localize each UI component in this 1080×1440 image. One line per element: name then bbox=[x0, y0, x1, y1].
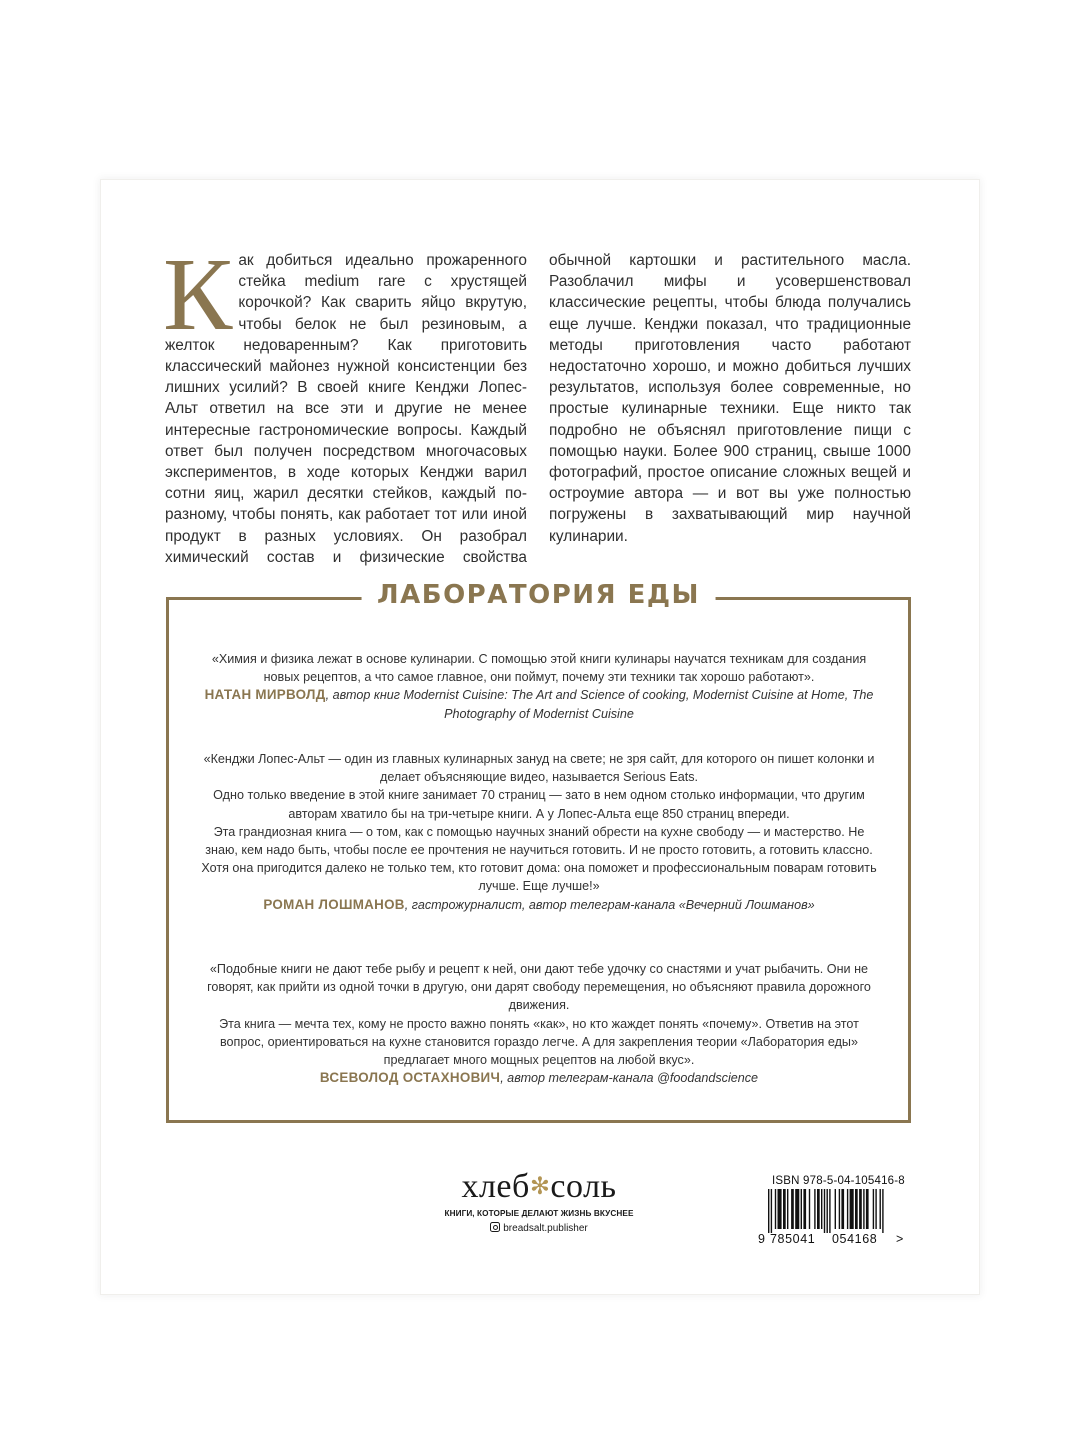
quote-author-desc: , автор книг Modernist Cuisine: The Art and Science of cooking, Modernist Cuisine at Home, The Photography of Modernist Cuisine bbox=[325, 688, 874, 721]
logo-word-left: хлеб bbox=[461, 1168, 530, 1205]
quote-text: «Химия и физика лежат в основе кулинарии. С помощью этой книги кулинары научатся техникам для создания новых рецептов, а что самое главное, они поймут, почему эти техники так хорошо работают». bbox=[211, 652, 867, 685]
publisher-instagram bbox=[444, 1222, 634, 1234]
barcode-bar bbox=[829, 1189, 830, 1233]
quote-text: Эта книга — мечта тех, кому не просто важно понять «как», но кто жаждет понять «почему». Ответив на этот вопрос, ориентироваться на кухне становится гораздо легче. А для закрепления теории «Лаборатория еды» предлагает много мощных рецептов на любой вкус». bbox=[219, 1016, 859, 1068]
intro-paragraph: ак добиться идеально прожаренного стейка medium rare с хрустящей корочкой? Как сварить яйцо вкрутую, чтобы белок не был резиновым, а желток недоваренным? Как приготовить классический майонез нужной консистенции без лишних усилий? В своей книге Кенджи Лопес-Альт ответил на все эти и другие не менее интересные гастрономические вопросы. Каждый ответ был получен посредством многочасовых экспериментов, в ходе которых Кенджи варил сотни яиц, жарил десятки стейков, каждый по-разному, чтобы понять, как работает тот или иной продукт в разных условиях. Он разобрал химический состав и физические свойства обычной картошки и растительного масла. Разоблачил мифы и усовершенствовал классические рецепты, чтобы блюда получались еще лучше. Кенджи показал, что традиционные методы приготовления часто работают недостаточно хорошо, и можно добиться лучших результатов, используя более современные, но простые кулинарные техники. Еще никто так подробно не объяснял приготовление пищи с помощью науки. Более 900 страниц, свыше 1000 фотографий, простое описание сложных вещей и остроумие автора — и вот вы уже полностью погружены в захватывающий мир научной кулинарии. bbox=[165, 252, 911, 566]
barcode-left-digits: 785041 bbox=[770, 1232, 816, 1245]
barcode-block bbox=[756, 1175, 906, 1245]
quote-author-desc: , автор телеграм-канала @foodandscience bbox=[500, 1071, 759, 1086]
barcode-bar bbox=[791, 1189, 794, 1229]
barcode-bar bbox=[839, 1189, 840, 1229]
barcode-bar bbox=[783, 1189, 786, 1229]
publisher-tagline: КНИГИ, КОТОРЫЕ ДЕЛАЮТ ЖИЗНЬ ВКУСНЕЕ bbox=[444, 1209, 634, 1218]
barcode-bar bbox=[803, 1189, 806, 1229]
barcode-bar bbox=[821, 1189, 822, 1229]
barcode-bar bbox=[809, 1189, 810, 1229]
barcode-bar bbox=[801, 1189, 802, 1229]
intro-text bbox=[163, 237, 911, 568]
barcode-bar bbox=[814, 1189, 815, 1229]
barcode-bar bbox=[768, 1189, 769, 1233]
barcode-bar bbox=[880, 1189, 881, 1229]
quote-text: Одно только введение в этой книге занимает 70 страниц — зато в нем одном столько информации, что другим авторам хватило бы на три-четыре книги. А у Лопес-Альта еще 850 страниц впереди. bbox=[213, 788, 865, 821]
quote-text: Эта грандиозная книга — о том, как с помощью научных знаний обрести на кухне свободу — и мастерство. Не знаю, кем надо быть, чтобы после ее прочтения не научиться готовить. И не просто готовить, а готовить классно. bbox=[205, 824, 873, 858]
barcode-bar bbox=[841, 1189, 844, 1229]
barcode-bar bbox=[778, 1189, 782, 1229]
instagram-handle: breadsalt.publisher bbox=[503, 1223, 588, 1234]
barcode-bar bbox=[795, 1189, 799, 1229]
quote-text: Хотя она пригодится далеко не только тем, кто готовит дома: она поможет и профессиональным поварам готовить лучше. Еще лучше!» bbox=[201, 861, 877, 894]
barcode bbox=[756, 1189, 906, 1245]
barcode-bar bbox=[850, 1189, 854, 1229]
book-back-cover bbox=[101, 180, 979, 1294]
barcode-bar bbox=[866, 1189, 869, 1229]
barcode-bar bbox=[863, 1189, 864, 1229]
barcode-bar bbox=[835, 1189, 836, 1229]
quote-author-desc: , гастрожурналист, автор телеграм-канала «Вечерний Лошманов» bbox=[404, 897, 815, 912]
publisher-block bbox=[444, 1167, 634, 1234]
review-quote bbox=[199, 750, 879, 914]
barcode-bar bbox=[771, 1189, 772, 1233]
barcode-bar bbox=[827, 1189, 828, 1233]
barcode-bar bbox=[775, 1189, 776, 1229]
quote-text: «Кенджи Лопес-Альт — один из главных кулинарных зануд на свете; не зря сайт, для которого он пишет колонки и делает объясняющие видео, называется Serious Eats. bbox=[203, 752, 875, 785]
quote-author: РОМАН ЛОШМАНОВ bbox=[263, 896, 405, 912]
review-quote bbox=[199, 650, 879, 723]
barcode-bar bbox=[882, 1189, 883, 1233]
drop-cap: К bbox=[163, 237, 233, 352]
publisher-logo bbox=[444, 1167, 634, 1207]
review-quote bbox=[199, 960, 879, 1087]
barcode-bar bbox=[873, 1189, 874, 1229]
barcode-bar bbox=[824, 1189, 825, 1233]
quote-author: НАТАН МИРВОЛД bbox=[204, 687, 326, 703]
reviews-title: ЛАБОРАТОРИЯ ЕДЫ bbox=[361, 580, 716, 610]
instagram-icon bbox=[490, 1222, 500, 1232]
barcode-marker: > bbox=[896, 1232, 904, 1245]
barcode-bar bbox=[855, 1189, 858, 1229]
reviews-frame bbox=[166, 580, 911, 1123]
flower-icon: ✻ bbox=[529, 1174, 551, 1200]
quote-text: «Подобные книги не дают тебе рыбу и рецепт к ней, они дают тебе удочку со снастями и учат рыбачить. Они не говорят, как прийти из одной точки в другую, они дарят свободу перемещения, но объясняют правила дорожного движения. bbox=[207, 962, 871, 1013]
isbn-label: ISBN 978-5-04-105416-8 bbox=[772, 1175, 905, 1187]
barcode-bar bbox=[817, 1189, 820, 1229]
barcode-bar bbox=[859, 1189, 862, 1229]
barcode-first-digit: 9 bbox=[758, 1232, 765, 1245]
barcode-bars bbox=[768, 1189, 884, 1233]
barcode-right-digits: 054168 bbox=[832, 1232, 878, 1245]
logo-word-right: соль bbox=[550, 1168, 617, 1205]
barcode-bar bbox=[787, 1189, 788, 1229]
quote-author: ВСЕВОЛОД ОСТАХНОВИЧ bbox=[319, 1070, 501, 1086]
barcode-bar bbox=[875, 1189, 876, 1229]
barcode-bar bbox=[847, 1189, 848, 1229]
